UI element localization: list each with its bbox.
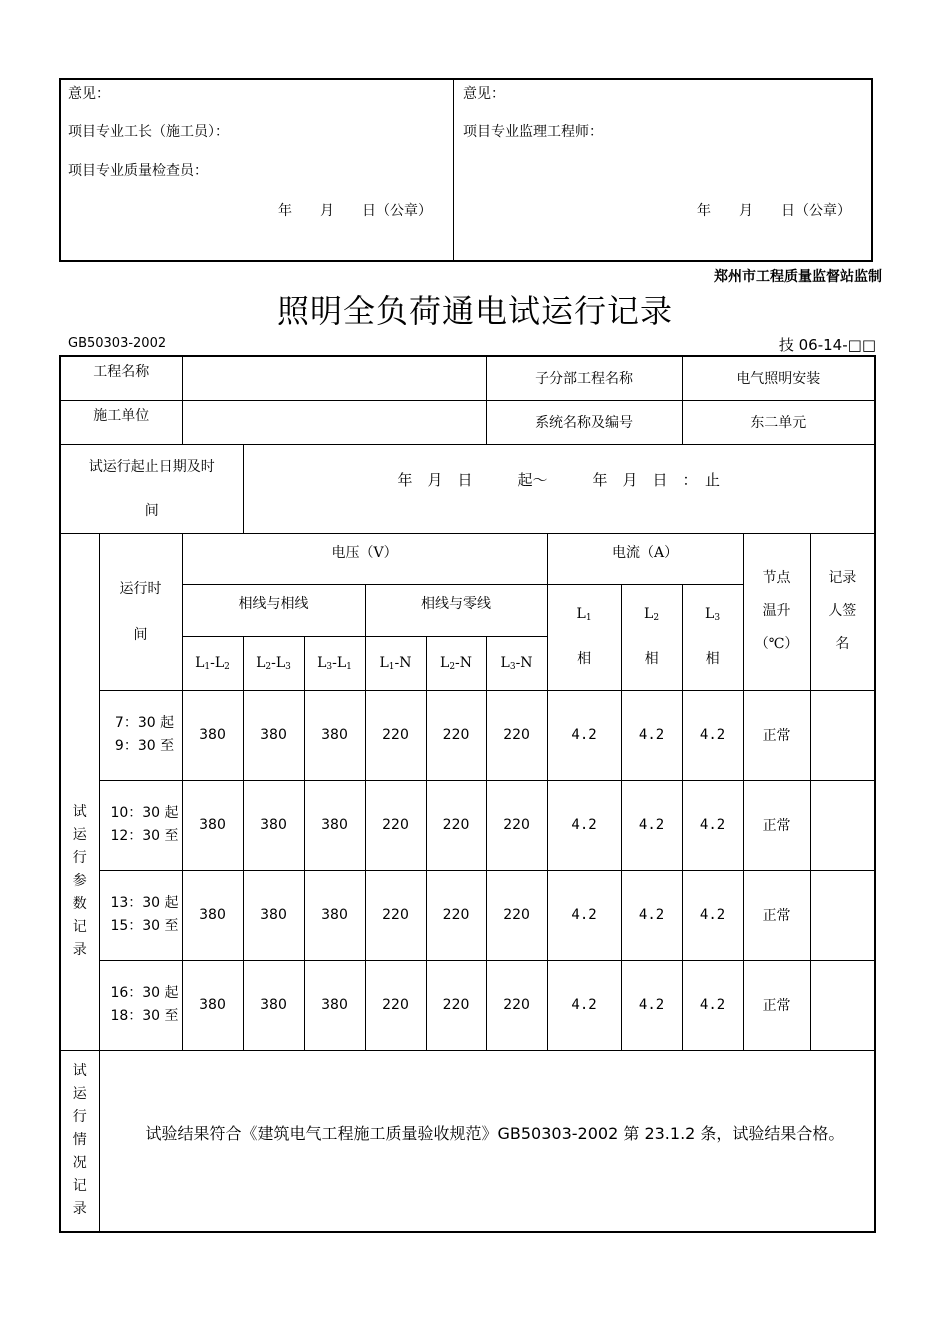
period-label-line2: 间 [144, 502, 159, 519]
run-time-cell [99, 780, 182, 870]
voltage-value: 380 [243, 960, 304, 1050]
voltage-value: 380 [243, 780, 304, 870]
result-section-label [60, 1050, 99, 1232]
voltage-value: 220 [365, 780, 426, 870]
voltage-value: 380 [243, 690, 304, 780]
params-char: 录 [72, 942, 87, 958]
current-value: 4.2 [621, 690, 682, 780]
voltage-value: 220 [365, 870, 426, 960]
period-label-line1: 试运行起止日期及时 [88, 458, 215, 475]
phase-phase-header: 相线与相线 [182, 584, 365, 636]
voltage-col-letter: L [379, 654, 389, 671]
voltage-value: 380 [182, 870, 243, 960]
signer-value [810, 690, 875, 780]
current-col-phase [548, 594, 621, 639]
current-value: 4.2 [682, 870, 743, 960]
page-title: 照明全负荷通电试运行记录 [276, 292, 673, 330]
current-value: 4.2 [682, 780, 743, 870]
current-value: 4.2 [682, 960, 743, 1050]
supervisor-org: 郑州市工程质量监督站监制 [714, 269, 882, 285]
voltage-value: 380 [304, 690, 365, 780]
sub-project-value: 电气照明安装 [682, 356, 875, 400]
project-name-label: 工程名称 [60, 356, 182, 400]
voltage-value: 220 [426, 960, 486, 1050]
voltage-value: 380 [304, 870, 365, 960]
voltage-value: 380 [182, 780, 243, 870]
current-value: 4.2 [682, 690, 743, 780]
current-col-subscript: 3 [714, 613, 721, 623]
temp-label-2: 温升 [762, 603, 791, 619]
current-col-phase [622, 594, 682, 639]
run-time-label-2: 间 [133, 626, 148, 643]
supervisor-label: 项目专业监理工程师： [463, 124, 603, 140]
voltage-col-subscript: 1 [346, 661, 352, 672]
sub-project-label: 子分部工程名称 [486, 356, 682, 400]
result-char: 情 [72, 1132, 87, 1149]
params-char: 行 [72, 850, 87, 866]
params-char: 运 [72, 827, 87, 843]
params-char: 参 [72, 873, 87, 889]
temp-value: 正常 [743, 870, 810, 960]
voltage-value: 380 [182, 960, 243, 1050]
run-time-header [99, 533, 182, 690]
signer-label-3: 名 [835, 636, 850, 652]
project-name-value [182, 356, 486, 400]
period-value: 年 月 日 起～ 年 月 日 ： 止 [243, 444, 875, 533]
approval-divider [453, 78, 454, 262]
voltage-col-letter: L [195, 654, 205, 671]
run-start: 7：30 起 [114, 715, 175, 731]
current-col-header [621, 584, 682, 690]
run-time-cell [99, 870, 182, 960]
voltage-col-subscript: 1 [204, 661, 211, 672]
result-char: 运 [72, 1086, 87, 1103]
right-opinion-label: 意见： [463, 86, 505, 102]
run-time-cell [99, 960, 182, 1050]
signer-value [810, 780, 875, 870]
record-table [59, 355, 876, 1233]
voltage-value: 220 [426, 690, 486, 780]
signer-value [810, 870, 875, 960]
right-date-seal: 年 月 日（公章） [697, 203, 851, 219]
table-row [60, 690, 875, 780]
voltage-value: 220 [365, 690, 426, 780]
voltage-col-subscript: 3 [285, 661, 291, 672]
construction-unit-value [182, 400, 486, 444]
voltage-col-letter: L [440, 654, 450, 671]
temp-header [743, 533, 810, 690]
run-time-cell [99, 690, 182, 780]
voltage-col-subscript: 2 [449, 661, 456, 672]
run-end: 12：30 至 [110, 828, 179, 844]
voltage-value: 380 [304, 960, 365, 1050]
table-row [60, 870, 875, 960]
voltage-col-subscript: 1 [388, 661, 395, 672]
table-row [60, 780, 875, 870]
signer-value [810, 960, 875, 1050]
voltage-col-header [426, 636, 486, 690]
current-col-header [547, 584, 621, 690]
current-col-suffix: 相 [577, 651, 592, 667]
inspector-label: 项目专业质量检查员： [68, 163, 208, 179]
voltage-value: 380 [243, 870, 304, 960]
temp-label-3: （℃） [754, 636, 799, 652]
voltage-col-letter: -N [455, 654, 473, 671]
voltage-col-header [365, 636, 426, 690]
current-value: 4.2 [547, 870, 621, 960]
result-char: 记 [72, 1178, 87, 1195]
voltage-col-subscript: 3 [326, 661, 333, 672]
current-value: 4.2 [621, 780, 682, 870]
voltage-col-letter: -L [271, 654, 286, 671]
period-label [60, 444, 243, 533]
voltage-value: 220 [486, 960, 547, 1050]
current-col-suffix: 相 [705, 651, 720, 667]
form-code: 技 06-14-□□ [778, 336, 876, 354]
voltage-value: 380 [182, 690, 243, 780]
voltage-col-header [304, 636, 365, 690]
voltage-col-letter: -N [394, 654, 412, 671]
current-col-header [682, 584, 743, 690]
phase-neutral-header: 相线与零线 [365, 584, 547, 636]
temp-value: 正常 [743, 780, 810, 870]
voltage-value: 220 [426, 870, 486, 960]
current-value: 4.2 [621, 870, 682, 960]
current-col-subscript: 2 [653, 613, 660, 623]
left-date-seal: 年 月 日（公章） [278, 203, 432, 219]
voltage-col-subscript: 2 [265, 661, 272, 672]
params-section-label [60, 533, 99, 1050]
current-col-subscript: 1 [585, 613, 592, 623]
run-end: 15：30 至 [110, 918, 179, 934]
run-start: 10：30 起 [110, 805, 179, 821]
result-char: 行 [72, 1109, 87, 1126]
voltage-value: 220 [486, 690, 547, 780]
construction-unit-label: 施工单位 [60, 400, 182, 444]
run-start: 16：30 起 [110, 985, 179, 1001]
current-value: 4.2 [547, 780, 621, 870]
voltage-col-header [182, 636, 243, 690]
voltage-col-subscript: 2 [224, 661, 230, 672]
voltage-col-letter: L [500, 654, 510, 671]
params-char: 试 [72, 804, 87, 820]
signer-label-2: 人签 [828, 603, 857, 619]
voltage-value: 380 [304, 780, 365, 870]
params-char: 数 [72, 896, 87, 912]
temp-value: 正常 [743, 690, 810, 780]
signer-label-1: 记录 [828, 570, 857, 586]
system-value: 东二单元 [682, 400, 875, 444]
temp-label-1: 节点 [762, 570, 791, 586]
voltage-value: 220 [486, 870, 547, 960]
run-time-label-1: 运行时 [119, 580, 162, 597]
current-value: 4.2 [621, 960, 682, 1050]
current-col-letter: L [576, 606, 586, 622]
voltage-col-letter: -N [515, 654, 533, 671]
temp-value: 正常 [743, 960, 810, 1050]
voltage-value: 220 [426, 780, 486, 870]
current-value: 4.2 [547, 690, 621, 780]
voltage-col-subscript: 3 [509, 661, 516, 672]
system-label: 系统名称及编号 [486, 400, 682, 444]
run-end: 9：30 至 [114, 738, 175, 754]
current-col-phase [683, 594, 743, 639]
voltage-col-letter: -L [210, 654, 225, 671]
current-col-letter: L [705, 606, 715, 622]
current-col-suffix: 相 [644, 651, 659, 667]
signer-header [810, 533, 875, 690]
result-char: 况 [72, 1155, 87, 1172]
left-opinion-label: 意见： [68, 86, 110, 102]
current-col-letter: L [644, 606, 654, 622]
voltage-header: 电压（V） [182, 533, 547, 584]
current-header: 电流（A） [547, 533, 743, 584]
run-start: 13：30 起 [110, 895, 179, 911]
voltage-col-letter: L [256, 654, 266, 671]
voltage-col-letter: -L [332, 654, 347, 671]
voltage-col-header [486, 636, 547, 690]
current-value: 4.2 [547, 960, 621, 1050]
params-char: 记 [72, 919, 87, 935]
voltage-value: 220 [486, 780, 547, 870]
foreman-label: 项目专业工长（施工员）： [68, 124, 229, 140]
result-char: 试 [72, 1063, 87, 1080]
voltage-col-header [243, 636, 304, 690]
run-end: 18：30 至 [110, 1008, 179, 1024]
voltage-value: 220 [365, 960, 426, 1050]
table-row [60, 960, 875, 1050]
standard-code: GB50303-2002 [68, 336, 167, 351]
result-char: 录 [72, 1201, 87, 1218]
voltage-col-letter: L [317, 654, 327, 671]
result-text: 试验结果符合《建筑电气工程施工质量验收规范》GB50303-2002 第 23.1.2 条，试验结果合格。 [99, 1050, 875, 1232]
